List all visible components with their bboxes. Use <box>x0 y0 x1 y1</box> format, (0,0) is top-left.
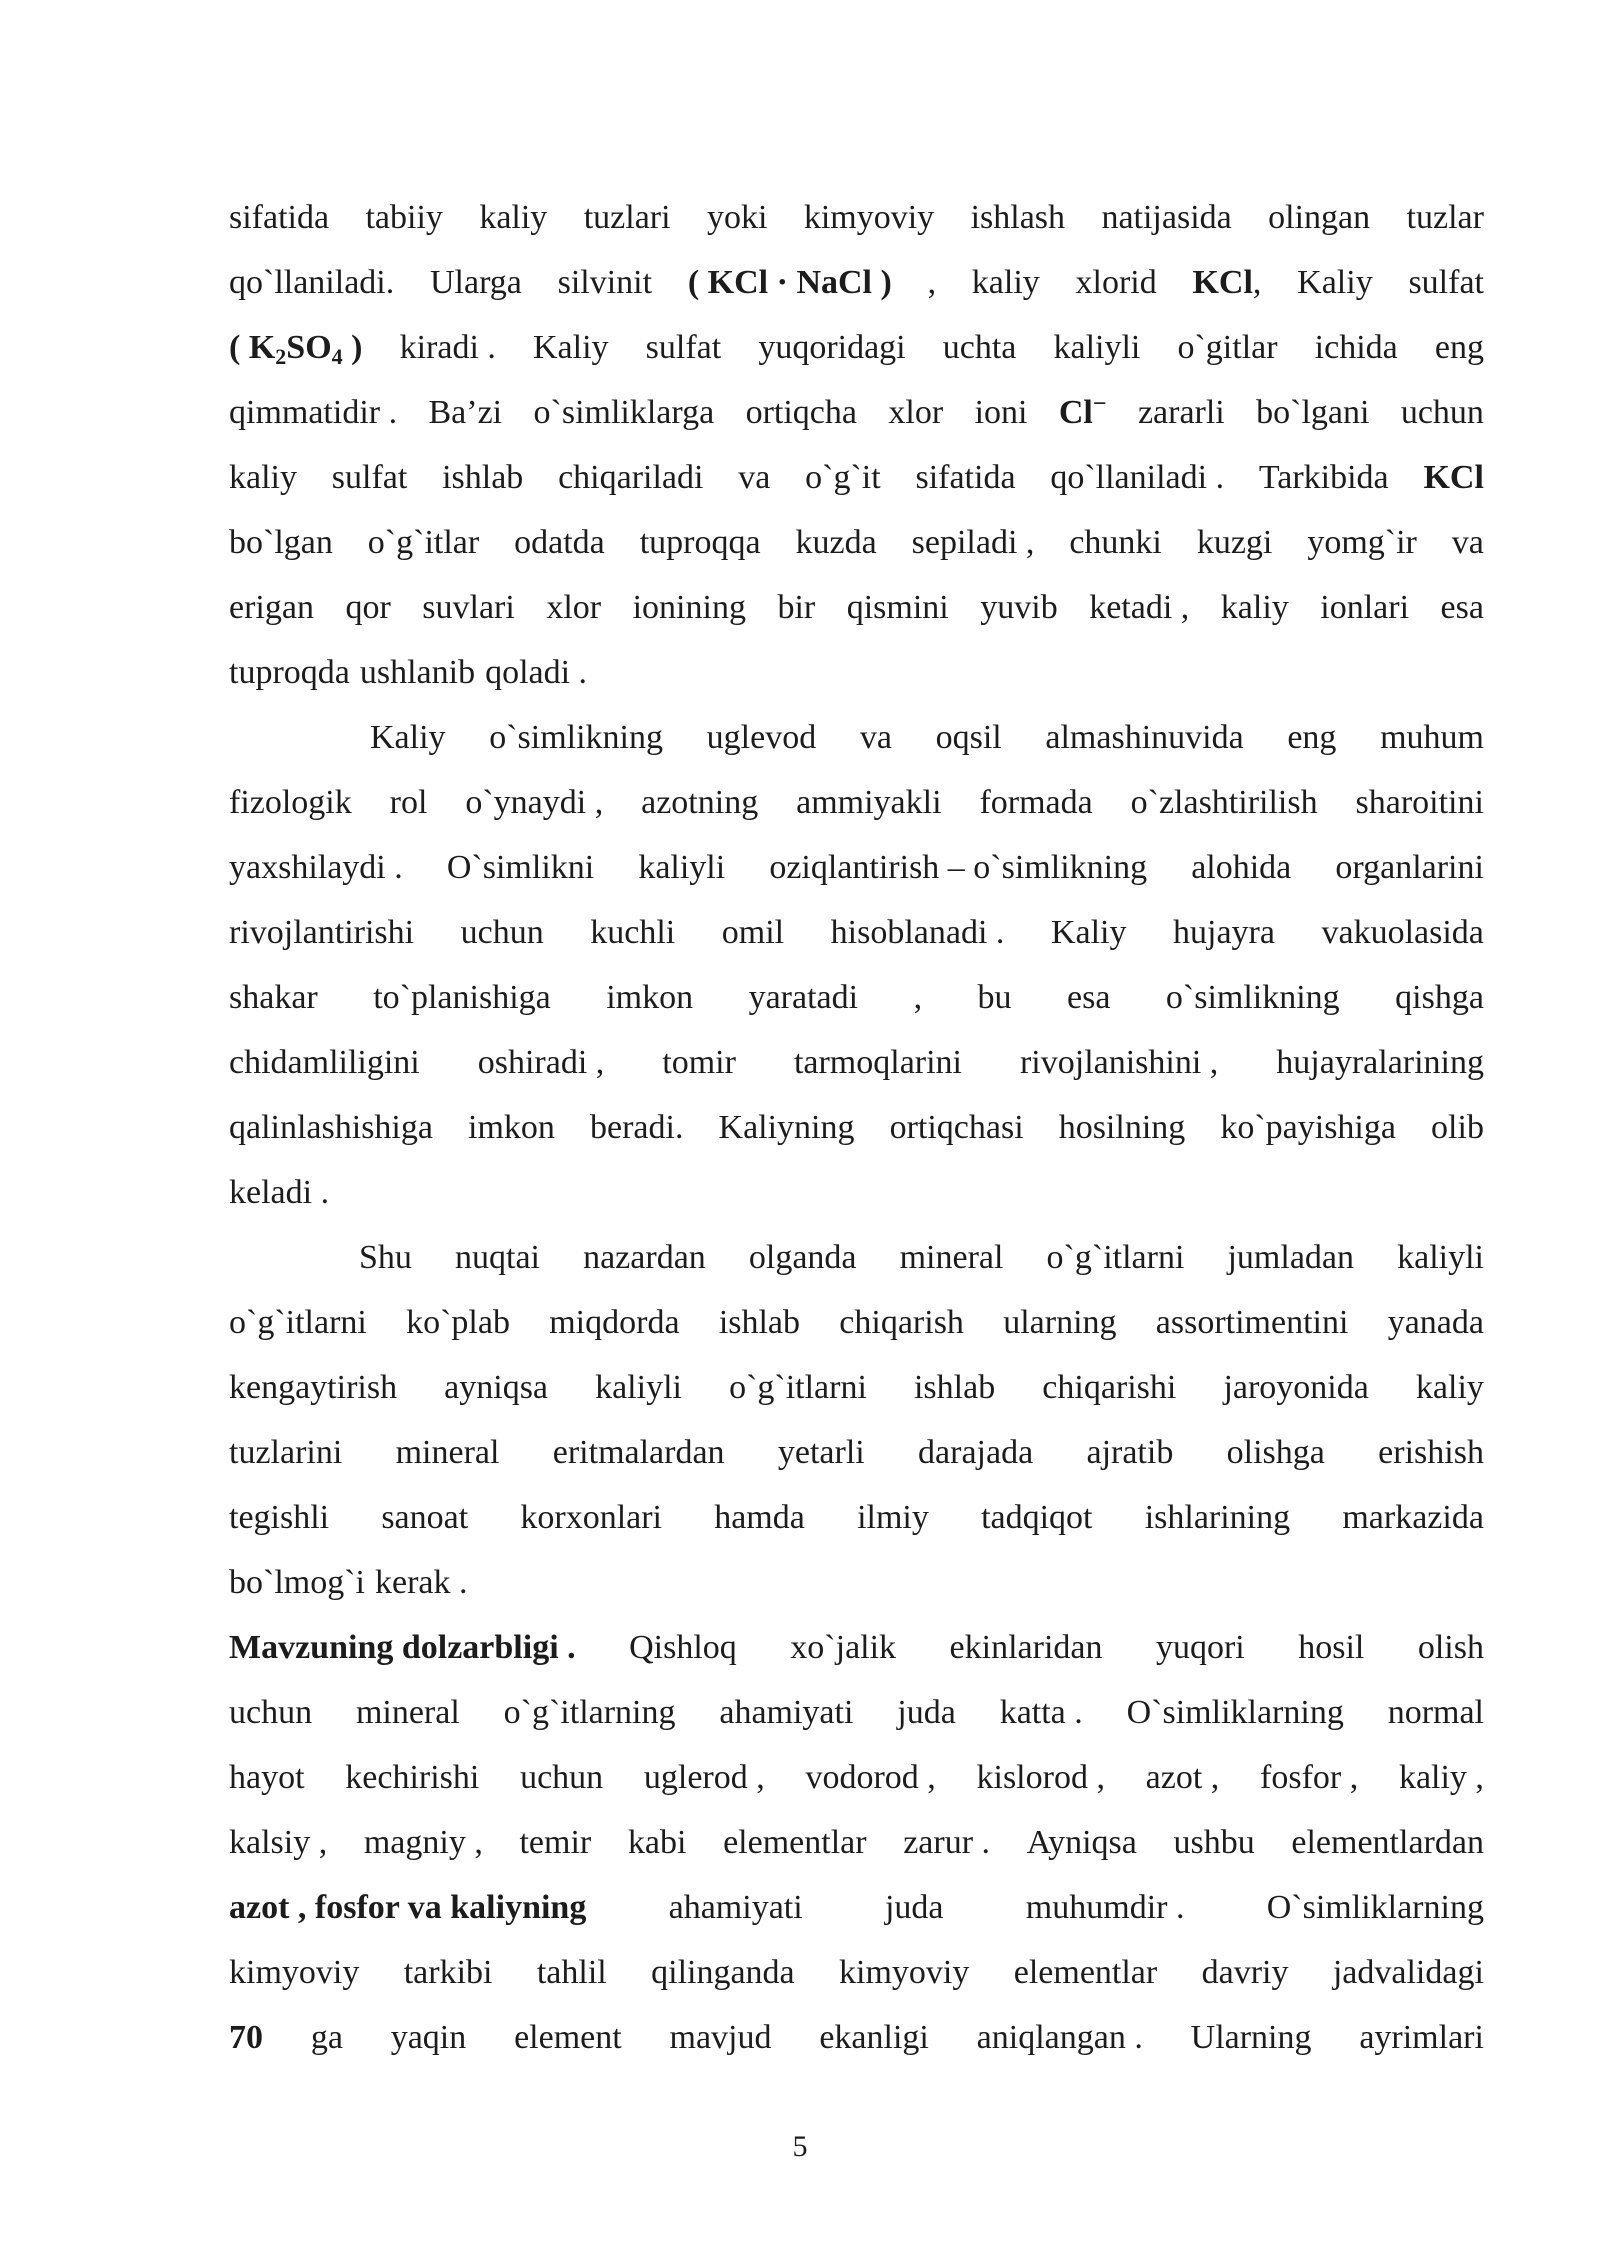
word: juda <box>897 1694 956 1731</box>
word: qo`llaniladi. <box>229 264 395 301</box>
word: to`planishiga <box>373 979 551 1016</box>
word: tuzlari <box>583 199 671 236</box>
text-line <box>229 380 1484 445</box>
word: ionlari <box>1320 589 1410 626</box>
word: temir <box>519 1824 592 1861</box>
word: omil <box>721 914 785 951</box>
word: qilinganda <box>651 1954 795 1991</box>
word: oshiradi , <box>477 1044 605 1081</box>
word: o`g`itlarning <box>503 1694 676 1731</box>
word: o`g`it <box>805 459 881 496</box>
word: kaliyli <box>638 849 726 886</box>
word: ortiqcha <box>745 394 857 431</box>
word: oziqlantirish – o`simlikning <box>769 849 1148 886</box>
word: kechirishi <box>345 1759 480 1796</box>
body-text <box>229 185 1484 2070</box>
word: qismini <box>846 589 949 626</box>
word: Kaliy <box>1297 264 1373 301</box>
text-line <box>229 1095 1484 1160</box>
word: tuzlar <box>1406 199 1484 236</box>
word: imkon <box>468 1109 555 1146</box>
word: ichida <box>1314 329 1398 366</box>
text-line <box>229 185 1484 250</box>
word: kalsiy , <box>229 1824 328 1861</box>
word: mavjud <box>669 2019 772 2056</box>
text-line <box>229 770 1484 835</box>
word: suvlari <box>422 589 515 626</box>
word: kaliyli <box>1397 1239 1484 1276</box>
word: eng <box>1287 719 1337 756</box>
word: nazardan <box>583 1239 706 1276</box>
word: Kaliy <box>370 719 446 756</box>
word: sepiladi , <box>911 524 1035 561</box>
word: O`simliklarning <box>1266 1889 1484 1926</box>
word: Ularga <box>429 264 522 301</box>
word: mineral <box>899 1239 1004 1276</box>
word: O`simlikni <box>446 849 595 886</box>
word: uchun <box>1400 394 1484 431</box>
word: muhum <box>1380 719 1484 756</box>
word: fosfor , <box>1260 1759 1359 1796</box>
word: jadvalidagi <box>1332 1954 1484 1991</box>
word: o`g`itlarni <box>229 1304 367 1341</box>
word: imkon <box>606 979 694 1016</box>
word: esa <box>1440 589 1484 626</box>
word: olib <box>1431 1109 1484 1146</box>
word: Ayniqsa <box>1026 1824 1137 1861</box>
word: kuzgi <box>1196 524 1273 561</box>
word: ayrimlari <box>1359 2019 1484 2056</box>
word: tuproqda <box>229 654 350 691</box>
word: uglerod , <box>643 1759 765 1796</box>
word: Kaliyning <box>718 1109 855 1146</box>
word: ishlab <box>718 1304 801 1341</box>
word: ekinlaridan <box>949 1629 1103 1666</box>
text-line <box>229 2005 1484 2070</box>
word: chunki <box>1069 524 1162 561</box>
text-line <box>229 705 1484 770</box>
word: rivojlantirishi <box>229 914 415 951</box>
word: shakar <box>229 979 318 1016</box>
word: tabiiy <box>365 199 443 236</box>
word: uchun <box>460 914 544 951</box>
word: davriy <box>1201 1954 1289 1991</box>
word: korxonlari <box>520 1499 663 1536</box>
word: chidamliligini <box>229 1044 420 1081</box>
word: hujayralarining <box>1276 1044 1484 1081</box>
word: Tarkibida <box>1258 459 1389 496</box>
text-line <box>229 1615 1484 1680</box>
word: xlorid <box>1075 264 1157 301</box>
word: kimyoviy <box>839 1954 970 1991</box>
word: aniqlangan . <box>976 2019 1143 2056</box>
word: yuqoridagi <box>758 329 906 366</box>
word: uchta <box>942 329 1017 366</box>
word: magniy , <box>363 1824 483 1861</box>
word: qor <box>345 589 391 626</box>
word: ishlash <box>970 199 1066 236</box>
word: sulfat <box>331 459 408 496</box>
word: va <box>1451 524 1484 561</box>
word: bo`lmog`i <box>229 1564 365 1601</box>
word: chiqarishi <box>1042 1369 1177 1406</box>
word: tomir <box>662 1044 736 1081</box>
word: rivojlanishini , <box>1019 1044 1219 1081</box>
word: zararli <box>1137 394 1225 431</box>
word: ahamiyati <box>719 1694 854 1731</box>
word: qo`llaniladi . <box>1050 459 1225 496</box>
word: chiqariladi <box>558 459 704 496</box>
word: vodorod , <box>805 1759 936 1796</box>
text-line <box>229 1745 1484 1810</box>
word: keladi . <box>229 1174 330 1211</box>
text-line <box>229 1875 1484 1940</box>
word: ushlanib <box>359 654 476 691</box>
word: o`ynaydi , <box>465 784 604 821</box>
word: ilmiy <box>857 1499 929 1536</box>
word: azotning <box>641 784 759 821</box>
word: azot , <box>1145 1759 1220 1796</box>
word: element <box>514 2019 622 2056</box>
word: miqdorda <box>549 1304 680 1341</box>
word: hosil <box>1298 1629 1365 1666</box>
word: nuqtai <box>455 1239 540 1276</box>
text-line <box>229 250 1484 315</box>
bold-number: 70 <box>229 2019 263 2056</box>
word: kaliy , <box>1398 1759 1484 1796</box>
word: yuqori <box>1155 1629 1245 1666</box>
word: natijasida <box>1101 199 1232 236</box>
word: vakuolasida <box>1321 914 1484 951</box>
word: ketadi , <box>1089 589 1190 626</box>
word: elementlar <box>723 1824 867 1861</box>
word: qimmatidir . <box>229 394 398 431</box>
word: kaliy <box>479 199 548 236</box>
word: kislorod , <box>976 1759 1105 1796</box>
word: ishlarining <box>1144 1499 1291 1536</box>
word: uchun <box>520 1759 604 1796</box>
word: ayniqsa <box>444 1369 549 1406</box>
word: yaratadi <box>748 979 859 1016</box>
word: eng <box>1434 329 1484 366</box>
word: xlor <box>546 589 602 626</box>
bold-phrase: azot , fosfor va kaliyning <box>229 1889 587 1926</box>
word: uchun <box>229 1694 313 1731</box>
word: Shu <box>359 1239 412 1276</box>
word: sifatida <box>915 459 1016 496</box>
word: ionining <box>632 589 746 626</box>
text-line <box>229 1810 1484 1875</box>
word: esa <box>1067 979 1111 1016</box>
word: o`gitlar <box>1177 329 1278 366</box>
word: beradi. <box>590 1109 684 1146</box>
word: yaqin <box>390 2019 467 2056</box>
word: fizologik <box>229 784 352 821</box>
word: ahamiyati <box>668 1889 803 1926</box>
word: zarur . <box>903 1824 991 1861</box>
word: silvinit <box>557 264 653 301</box>
word: qoladi . <box>485 654 588 691</box>
word: Kaliy <box>533 329 609 366</box>
text-line <box>229 1290 1484 1355</box>
word: tuzlarini <box>229 1434 343 1471</box>
word: chiqarish <box>839 1304 964 1341</box>
word: erigan <box>229 589 314 626</box>
text-line <box>229 575 1484 640</box>
word: kimyoviy <box>803 199 935 236</box>
word: o`zlashtirilish <box>1130 784 1318 821</box>
word: ajratib <box>1086 1434 1174 1471</box>
word: ishlab <box>442 459 524 496</box>
text-line <box>229 1420 1484 1485</box>
word: odatda <box>514 524 605 561</box>
text-line <box>229 1160 1484 1225</box>
word: bo`lgani <box>1256 394 1370 431</box>
word: o`g`itlarni <box>1046 1239 1185 1276</box>
word: yoki <box>706 199 768 236</box>
word: olganda <box>748 1239 857 1276</box>
word: almashinuvida <box>1045 719 1244 756</box>
text-line <box>229 640 1484 705</box>
word: bo`lgan <box>229 524 333 561</box>
word: sulfat <box>645 329 722 366</box>
word: yuvib <box>980 589 1058 626</box>
word: ioni <box>974 394 1028 431</box>
word: jumladan <box>1227 1239 1355 1276</box>
word: Ularning <box>1190 2019 1312 2056</box>
word: va <box>859 719 892 756</box>
word: ortiqchasi <box>889 1109 1024 1146</box>
word: kiradi . <box>399 329 496 366</box>
word: mineral <box>395 1434 500 1471</box>
word: xo`jalik <box>790 1629 897 1666</box>
word: elementlardan <box>1291 1824 1484 1861</box>
word: hosilning <box>1058 1109 1186 1146</box>
word: muhumdir . <box>1025 1889 1185 1926</box>
word: juda <box>884 1889 944 1926</box>
section-heading: Mavzuning dolzarbligi . <box>229 1629 576 1666</box>
word: eritmalardan <box>552 1434 725 1471</box>
text-line <box>229 965 1484 1030</box>
word: tarmoqlarini <box>793 1044 962 1081</box>
word: o`g`itlarni <box>729 1369 867 1406</box>
word: uglevod <box>706 719 817 756</box>
word: bu <box>977 979 1012 1016</box>
word: qalinlashishiga <box>229 1109 433 1146</box>
word: yaxshilaydi . <box>229 849 403 886</box>
word: katta . <box>999 1694 1083 1731</box>
word: o`g`itlar <box>367 524 480 561</box>
word: kuchli <box>590 914 676 951</box>
word: olish <box>1417 1629 1484 1666</box>
word: kaliyli <box>1053 329 1141 366</box>
word: sifatida <box>229 199 330 236</box>
word: formada <box>979 784 1093 821</box>
word: Ba’zi <box>428 394 503 431</box>
word: , <box>927 264 937 301</box>
word: tarkibi <box>403 1954 493 1991</box>
word: o`simlikning <box>1165 979 1340 1016</box>
text-line <box>229 1680 1484 1745</box>
word: ko`plab <box>406 1304 510 1341</box>
silvinit-formula: ( KCl · NaCl ) <box>687 264 892 301</box>
word: assortimentini <box>1155 1304 1349 1341</box>
word: Kaliy <box>1050 914 1127 951</box>
text-line <box>229 900 1484 965</box>
word: yetarli <box>777 1434 865 1471</box>
word: kengaytirish <box>229 1369 398 1406</box>
text-line <box>229 1225 1484 1290</box>
word: va <box>738 459 771 496</box>
word: o`simliklarga <box>533 394 715 431</box>
word: erishish <box>1378 1434 1484 1471</box>
word: kaliy <box>971 264 1040 301</box>
word: normal <box>1387 1694 1484 1731</box>
text-line <box>229 1550 1484 1615</box>
word: ammiyakli <box>796 784 942 821</box>
word: ishlab <box>913 1369 996 1406</box>
word: ushbu <box>1173 1824 1255 1861</box>
word: sharoitini <box>1355 784 1484 821</box>
word: hayot <box>229 1759 305 1796</box>
text-line <box>229 1940 1484 2005</box>
word: , <box>913 979 923 1016</box>
k2so4-formula: ( $K_2SO_4$ ) <box>229 329 363 369</box>
word: oqsil <box>935 719 1002 756</box>
word: kuzda <box>795 524 877 561</box>
word: kaliy <box>1415 1369 1484 1406</box>
word: alohida <box>1191 849 1292 886</box>
word: organlarini <box>1335 849 1484 886</box>
word: mineral <box>355 1694 460 1731</box>
word: Qishloq <box>629 1629 737 1666</box>
word: tadqiqot <box>981 1499 1093 1536</box>
word: hujayra <box>1173 914 1275 951</box>
word: kabi <box>627 1824 687 1861</box>
word: jaroyonida <box>1223 1369 1369 1406</box>
word: tahlil <box>536 1954 607 1991</box>
word: kerak . <box>374 1564 468 1601</box>
word: olishga <box>1226 1434 1325 1471</box>
word: kaliy <box>229 459 297 496</box>
word: darajada <box>918 1434 1034 1471</box>
word: sanoat <box>381 1499 469 1536</box>
text-line <box>229 1485 1484 1550</box>
word: ularning <box>1003 1304 1117 1341</box>
word: markazida <box>1342 1499 1484 1536</box>
text-line <box>229 315 1484 380</box>
word: yomg`ir <box>1307 524 1417 561</box>
text-line <box>229 445 1484 510</box>
word: O`simliklarning <box>1126 1694 1344 1731</box>
word: tegishli <box>229 1499 330 1536</box>
kcl-formula: KCl, <box>1192 264 1262 301</box>
text-line <box>229 1355 1484 1420</box>
word: ga <box>310 2019 343 2056</box>
word: sulfat <box>1408 264 1484 301</box>
word: bir <box>777 589 816 626</box>
word: qishga <box>1395 979 1484 1016</box>
word: yanada <box>1387 1304 1484 1341</box>
word: ekanligi <box>819 2019 929 2056</box>
word: xlor <box>888 394 944 431</box>
word: olingan <box>1268 199 1371 236</box>
word: kaliyli <box>595 1369 682 1406</box>
word: ko`payishiga <box>1220 1109 1396 1146</box>
word: hamda <box>714 1499 805 1536</box>
word: hisoblanadi . <box>830 914 1005 951</box>
word: tuproqqa <box>639 524 761 561</box>
word: kaliy <box>1220 589 1289 626</box>
text-line <box>229 1030 1484 1095</box>
word: o`simlikning <box>489 719 663 756</box>
word: elementlar <box>1013 1954 1158 1991</box>
page-number: 5 <box>792 2130 808 2163</box>
chloride-ion-formula: Cl− <box>1058 391 1107 431</box>
word: rol <box>389 784 428 821</box>
word: kimyoviy <box>229 1954 360 1991</box>
text-line <box>229 835 1484 900</box>
kcl-formula: KCl <box>1423 459 1484 496</box>
text-line <box>229 510 1484 575</box>
